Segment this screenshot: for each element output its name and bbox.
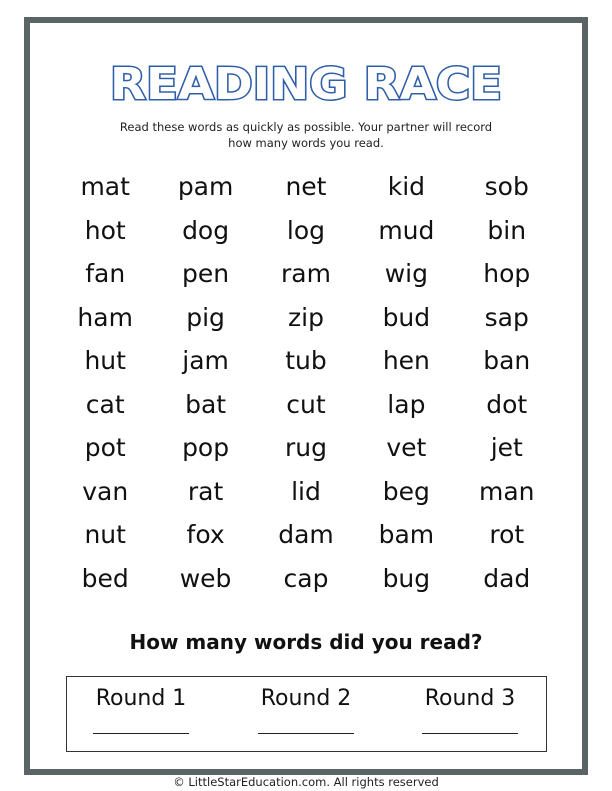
word-item: man bbox=[478, 476, 535, 506]
word-item: bat bbox=[185, 389, 227, 419]
word-item: pot bbox=[84, 433, 126, 462]
word-item: mud bbox=[378, 215, 435, 245]
word-item: rat bbox=[187, 476, 224, 506]
word-grid bbox=[55, 165, 557, 600]
word-item: pig bbox=[186, 302, 225, 332]
word-item: fan bbox=[85, 259, 126, 288]
word-item: pen bbox=[182, 259, 230, 288]
word-item: bug bbox=[382, 563, 431, 593]
word-item: net bbox=[285, 172, 327, 201]
instructions-line-2: how many words you read. bbox=[228, 136, 384, 150]
round-2 bbox=[241, 683, 371, 734]
question-heading: How many words did you read? bbox=[129, 630, 483, 654]
round-1 bbox=[76, 683, 206, 734]
word-item: jet bbox=[490, 433, 523, 462]
word-item: nut bbox=[84, 520, 126, 549]
word-item: vet bbox=[386, 433, 427, 462]
word-item: fox bbox=[186, 520, 225, 549]
word-item: lid bbox=[291, 476, 321, 506]
copyright-footer: © LittleStarEducation.com. All rights reserved bbox=[173, 775, 439, 789]
word-item: bud bbox=[382, 302, 431, 332]
word-item: rug bbox=[284, 433, 327, 462]
word-item: sob bbox=[484, 172, 529, 201]
round-3-label: Round 3 bbox=[424, 686, 516, 711]
word-item: kid bbox=[387, 172, 426, 201]
word-item: tub bbox=[285, 346, 327, 375]
word-item: hop bbox=[483, 259, 531, 288]
page-title-text: READING RACE bbox=[110, 59, 502, 109]
round-2-answer-line bbox=[258, 733, 354, 734]
word-item: beg bbox=[382, 476, 430, 506]
word-item: van bbox=[82, 476, 129, 506]
word-item: cap bbox=[283, 563, 329, 593]
word-item: web bbox=[179, 563, 232, 593]
word-item: cat bbox=[85, 389, 125, 419]
round-3-answer-line bbox=[422, 733, 518, 734]
word-item: dot bbox=[486, 389, 528, 419]
word-item: log bbox=[286, 215, 326, 245]
word-item: cut bbox=[286, 389, 326, 419]
word-item: dog bbox=[182, 215, 230, 245]
round-3 bbox=[405, 683, 535, 734]
word-item: lap bbox=[387, 389, 426, 419]
word-item: hen bbox=[382, 346, 430, 375]
instructions-line-1: Read these words as quickly as possible. Your partner will record bbox=[119, 120, 493, 134]
word-item: ham bbox=[77, 302, 133, 332]
round-2-label: Round 2 bbox=[260, 686, 352, 711]
round-1-answer-line bbox=[93, 733, 189, 734]
page-title bbox=[0, 53, 612, 109]
word-item: wig bbox=[384, 259, 428, 288]
word-item: sap bbox=[484, 302, 529, 332]
word-item: ban bbox=[483, 346, 531, 375]
word-item: zip bbox=[288, 302, 324, 332]
word-item: hut bbox=[84, 346, 126, 375]
round-1-label: Round 1 bbox=[95, 686, 187, 711]
word-item: jam bbox=[182, 346, 229, 375]
word-item: bed bbox=[81, 563, 129, 593]
instructions bbox=[60, 119, 552, 151]
word-item: mat bbox=[80, 172, 130, 201]
word-item: hot bbox=[84, 215, 126, 245]
word-item: pam bbox=[177, 172, 234, 201]
word-item: dam bbox=[278, 520, 334, 549]
word-item: pop bbox=[182, 433, 230, 462]
word-item: ram bbox=[281, 259, 331, 288]
word-item: dad bbox=[483, 563, 531, 593]
word-item: bam bbox=[378, 520, 435, 549]
word-item: rot bbox=[489, 520, 525, 549]
rounds-box bbox=[66, 676, 547, 752]
word-item: bin bbox=[487, 215, 527, 245]
